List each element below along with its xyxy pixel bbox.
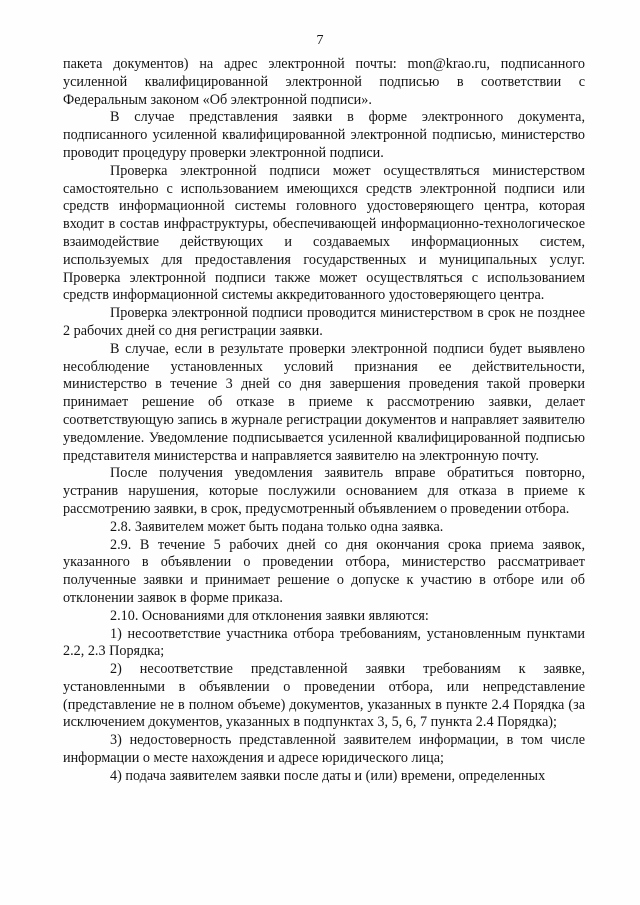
paragraph: В случае представления заявки в форме электронного документа, подписанного усиленной квалифицированной электронной подписью, министерство проводит процедуру проверки электронной подписи. — [63, 109, 585, 161]
paragraph: 2.9. В течение 5 рабочих дней со дня окончания срока приема заявок, указанного в объявлении о проведении отбора, министерство рассматривает полученные заявки и принимает решение о допуске к участию в отборе или об отклонении заявок в форме приказа. — [63, 536, 585, 606]
paragraph: 2.10. Основаниями для отклонения заявки являются: — [110, 607, 429, 624]
list-item: 4) подача заявителем заявки после даты и (или) времени, определенных — [110, 767, 546, 784]
paragraph: После получения уведомления заявитель вправе обратиться повторно, устранив нарушения, которые послужили основанием для отказа в приеме к рассмотрению заявки, в срок, предусмотренный объявлением о проведении отбора. — [63, 465, 585, 517]
paragraph: В случае, если в результате проверки электронной подписи будет выявлено несоблюдение установленных условий признания ее действительности, министерство в течение 3 дней со дня завершения проведения такой проверки принимает решение об отказе в приеме к рассмотрению заявки, делает соответствующую запись в журнале регистрации документов и направляет заявителю уведомление. Уведомление подписывается усиленной квалифицированной подписью представителя министерства и направляется заявителю на электронную почту. — [63, 340, 585, 464]
page-number: 7 — [316, 33, 324, 48]
list-item: 3) недостоверность представленной заявителем информации, в том числе информации о месте нахождения и адресе юридического лица; — [63, 732, 585, 767]
list-item: 2) несоответствие представленной заявки требованиям к заявке, установленными в объявлении о проведении отбора, или непредставление (представление не в полном объеме) документов, указанных в пункте 2.4 Порядка (за исключением документов, указанных в подпунктах 3, 5, 6, 7 пункта 2.4 Порядка); — [63, 661, 585, 731]
paragraph: Проверка электронной подписи может осуществляться министерством самостоятельно с использованием имеющихся средств электронной подписи или средств информационной системы головного удостоверяющего центра, которая входит в состав инфраструктуры, обеспечивающей информационно-технологическое взаимодействие действующих и создаваемых информационных систем, используемых для предоставления государственных и муниципальных услуг. Проверка электронной подписи также может осуществляться с использованием средств информационной системы аккредитованного удостоверяющего центра. — [63, 162, 585, 304]
paragraph: пакета документов) на адрес электронной почты: mon@krao.ru, подписанного усиленной квалифицированной электронной подписью в соответствии с Федеральным законом «Об электронной подписи». — [63, 56, 585, 108]
document-body — [63, 56, 585, 786]
paragraph: Проверка электронной подписи проводится министерством в срок не позднее 2 рабочих дней со дня регистрации заявки. — [63, 305, 585, 339]
list-item: 1) несоответствие участника отбора требованиям, установленным пунктами 2.2, 2.3 Порядка; — [63, 625, 585, 660]
paragraph: 2.8. Заявителем может быть подана только одна заявка. — [110, 518, 444, 535]
